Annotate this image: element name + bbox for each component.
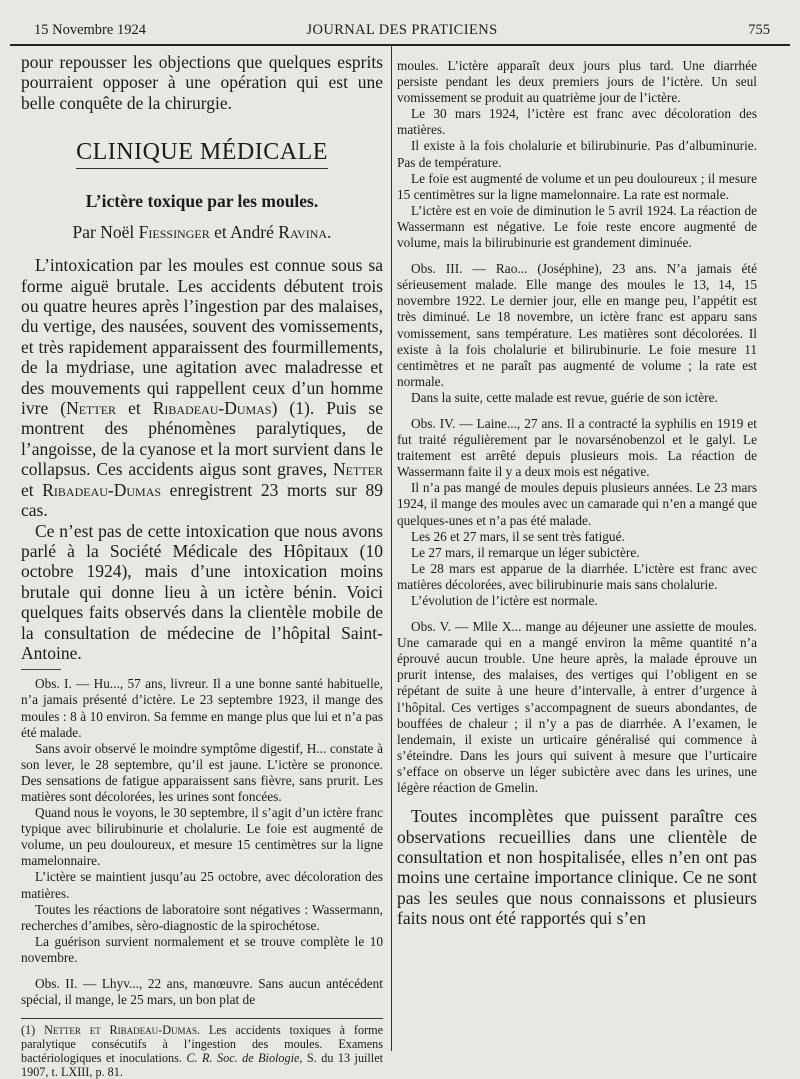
intro-block (21, 52, 383, 113)
author-ravina: Ravina. (278, 222, 332, 243)
column-separator (391, 46, 392, 1051)
right-column (397, 58, 757, 929)
page-number: 755 (748, 22, 770, 38)
short-rule (21, 669, 61, 670)
body-text (21, 255, 383, 663)
observation-2-continued: moules. L’ictère apparaît deux jours plus tard. Une diarrhée persiste pendant les deux premiers jours de l’ictère. Un seul vomissement se produit au quatrième jour de l’ictère. Le 30 mars 1924, l’ictère est franc avec décoloration des matières. Il existe à la fois cholalurie et bilirubinurie. Pas d’albuminurie. Pas de température. Le foie est augmenté de volume et un peu douloureux ; il mesure 15 centimètres sur la ligne mamelonnaire. La rate est normale. L’ictère est en voie de diminution le 5 avril 1924. La réaction de Wassermann est négative. Le foie reste encore augmenté de volume, mais la bilirubinurie est grandement diminuée. (397, 58, 757, 251)
article-title: L’ictère toxique par les moules. (85, 191, 319, 212)
section-title: CLINIQUE MÉDICALE (21, 139, 383, 169)
observation-4: Obs. IV. — Laine..., 27 ans. Il a contracté la syphilis en 1919 et fut traité régulièrement par le novarsénobenzol et le galyl. Le traitement est arrêté depuis plusieurs mois. La réaction de Wassermann faite il y a deux mois est négative. Il n’a pas mangé de moules depuis plusieurs années. Le 23 mars 1924, il mange des moules avec un camarade qui n’en a mangé que quelques-unes et n’a pas été malade. Les 26 et 27 mars, il se sent très fatigué. Le 27 mars, il remarque un léger subictère. Le 28 mars est apparue de la diarrhée. L’ictère est franc avec matières décolorées, avec bilirubinurie mais sans cholalurie. L’évolution de l’ictère est normale. (397, 415, 757, 608)
issue-date: 15 Novembre 1924 (34, 22, 146, 38)
journal-name: JOURNAL DES PRATICIENS (306, 22, 498, 38)
closing-paragraph: Toutes incomplètes que puissent paraître ces observations recueillies dans une clientèle de consultation et non hospitalisée, elles n’en ont pas moins une certaine importance clinique. Ce ne sont pas les seules que nous connaissons et plusieurs faits nous ont été rapportés qui s’en (397, 806, 757, 929)
intro-paragraph: pour repousser les objections que quelques esprits pourraient opposer à une opération qui est une belle conquête de la chirurgie. (21, 52, 383, 113)
authors-line: Par Noël Fiessinger et André Ravina. (72, 222, 332, 243)
running-header (34, 22, 770, 42)
header-rule (10, 44, 790, 46)
author-fiessinger: Fiessinger (138, 222, 210, 243)
observation-5: Obs. V. — Mlle X... mange au déjeuner une assiette de moules. Une camarade qui en a mangé environ la même quantité n’a éprouvé aucun trouble. Une heure après, la malade éprouve un prurit intense, des malaises, des vertiges qui l’obligent en se répétant de suite à une heure d’intervalle, à entrer d’urgence à l’hôpital. Ces vertiges s’accompagnent de sueurs abondantes, de bouffées de chaleur ; il n’y a pas de diarrhée. A l’examen, le lendemain, il existe un urticaire généralisé qui commence à s’éteindre. Dans les jours qui suivent à mesure que l’urticaire s’efface on observe un léger subictère avec dans les urines, une légère réaction de Gmelin. (397, 619, 757, 796)
observation-2-start: Obs. II. — Lhyv..., 22 ans, manœuvre. Sans aucun antécédent spécial, il mange, le 25 mars, un bon plat de (21, 976, 383, 1008)
paragraph-context: Ce n’est pas de cette intoxication que nous avons parlé à la Société Médicale des Hôpitaux (10 octobre 1924), mais d’une intoxication moins brutale qui donne lieu à un ictère bénin. Voici quelques faits observés dans la clientèle mobile de la consultation de médecine de l’hôpital Saint-Antoine. (21, 520, 383, 663)
left-column (21, 52, 383, 1079)
paragraph-intoxication: L’intoxication par les moules est connue sous sa forme aiguë brutale. Les accidents débutent trois ou quatre heures après l’ingestion par des malaises, du vertige, des nausées, souvent des vomissements, et très rapidement apparaissent des fourmillements, de la mydriase, une agitation avec maladresse et des mouvements qui rappellent ceux d’un homme ivre (Netter et Ribadeau-Dumas) (1). Puis se montrent des phénomènes paralytiques, de l’angoisse, de la cyanose et la mort survient dans le collapsus. Ces accidents aigus sont graves, Netter et Ribadeau-Dumas enregistrent 23 morts sur 89 cas. (21, 255, 383, 521)
observation-3: Obs. III. — Rao... (Joséphine), 23 ans. N’a jamais été sérieusement malade. Elle mange des moules le 13, 14, 15 novembre 1922. Le dernier jour, elle en mange peu, l’appétit est très diminué. Le 18 novembre, un ictère franc est apparu sans vomissement, sans température. Les matières sont décolorées. Il existe à la fois cholalurie et bilirubinurie. Le foie mesure 11 centimètres et ne paraît pas augmenté de volume ; la rate est normale. Dans la suite, cette malade est revue, guérie de son ictère. (397, 261, 757, 405)
footnote: (1) Netter et Ribadeau-Dumas. Les accidents toxiques à forme paralytique consécutifs à l’ingestion des moules. Examens bactériologiques et inoculations. C. R. Soc. de Biologie, S. du 13 juillet 1907, t. LXIII, p. 81. (21, 1018, 383, 1079)
observation-1: Obs. I. — Hu..., 57 ans, livreur. Il a une bonne santé habituelle, n’a jamais présenté d’ictère. Le 23 septembre 1923, il mange des moules : 8 à 10 environ. Sa femme en mange plus que lui et n’a pas été malade. Sans avoir observé le moindre symptôme digestif, H... constate à son lever, le 28 septembre, qu’il est jaune. L’ictère se prononce. Des sensations de fatigue apparaissent sans fièvre, sans prurit. Les matières sont décolorées, les urines sont foncées. Quand nous le voyons, le 30 septembre, il s’agit d’un ictère franc typique avec bilirubinurie et cholalurie. Le foie est augmenté de volume, un peu douloureux, et mesure 15 centimètres sur la ligne mamelonnaire. L’ictère se maintient jusqu’au 25 octobre, avec décoloration des matières. Toutes les réactions de laboratoire sont négatives : Wassermann, recherches d’amibes, sèro-diagnostic de la spirochétose. La guérison survient normalement et se trouve complète le 10 novembre. Obs. II. — Lhyv..., 22 ans, manœuvre. Sans aucun antécédent spécial, il mange, le 25 mars, un bon plat de (21, 676, 383, 1008)
